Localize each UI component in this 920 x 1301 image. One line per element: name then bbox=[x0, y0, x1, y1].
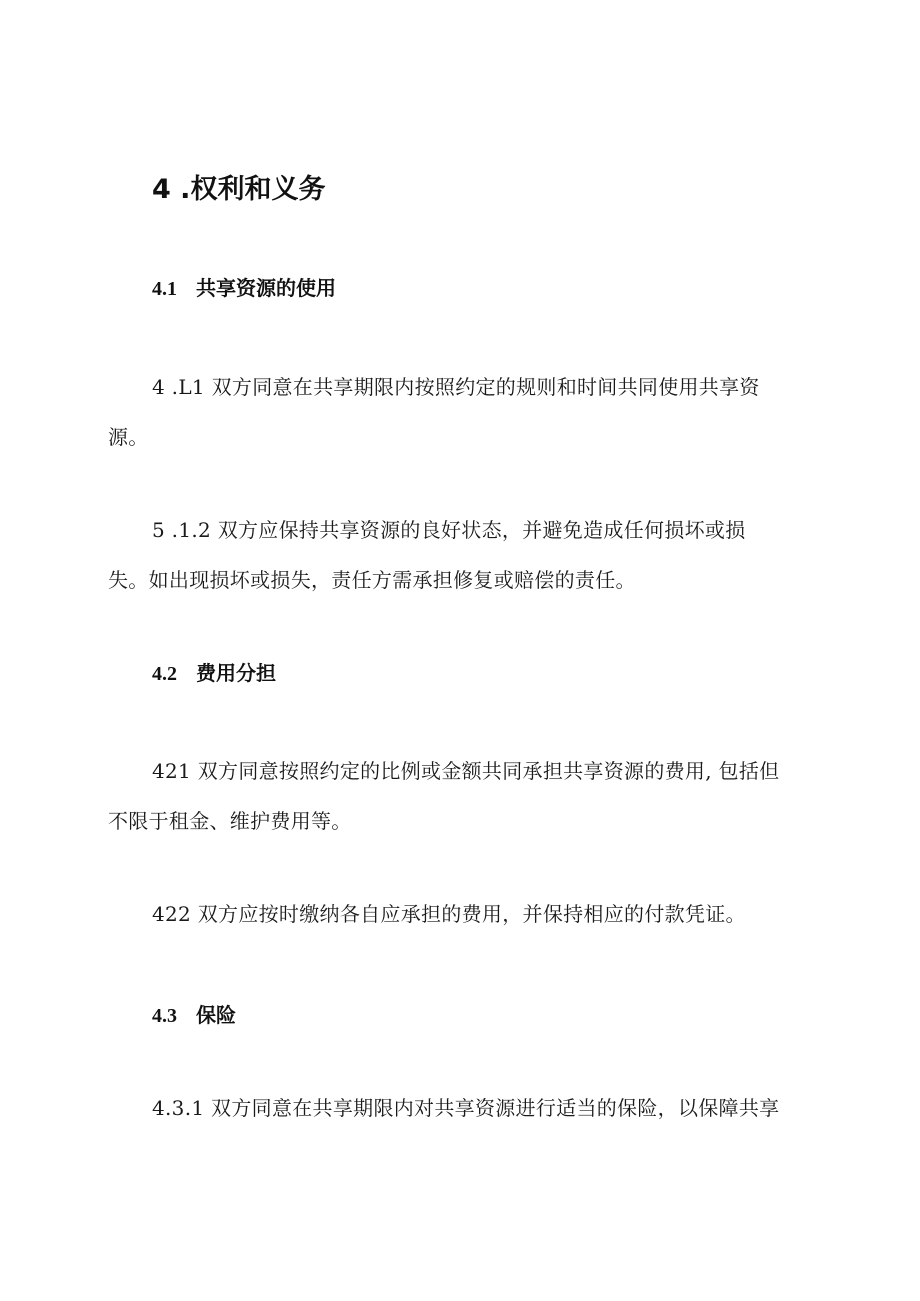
paragraph-line: 失。如出现损坏或损失，责任方需承担修复或赔偿的责任。 bbox=[108, 568, 636, 592]
section-heading-4-1 bbox=[152, 273, 336, 304]
section-heading-4-2 bbox=[152, 658, 276, 689]
paragraph-4-1-1 bbox=[108, 362, 820, 462]
paragraph-line: 5 .1.2 双方应保持共享资源的良好状态，并避免造成任何损坏或损 bbox=[152, 518, 746, 542]
paragraph-line: 421 双方同意按照约定的比例或金额共同承担共享资源的费用, 包括但 bbox=[152, 759, 780, 783]
section-title: 保险 bbox=[196, 1003, 236, 1027]
section-title: 费用分担 bbox=[196, 661, 276, 685]
paragraph-line: 源。 bbox=[108, 425, 149, 449]
paragraph-line: 422 双方应按时缴纳各自应承担的费用，并保持相应的付款凭证。 bbox=[152, 902, 746, 926]
section-heading-4-3 bbox=[152, 1000, 236, 1031]
paragraph-4-2-1 bbox=[108, 746, 820, 846]
section-number: 4.2 bbox=[152, 663, 177, 685]
section-title: 共享资源的使用 bbox=[196, 276, 336, 300]
paragraph-line: 不限于租金、维护费用等。 bbox=[108, 809, 352, 833]
paragraph-4-2-2 bbox=[108, 889, 820, 939]
page-title: 4 .权利和义务 bbox=[152, 174, 326, 205]
paragraph-line: 4 .L1 双方同意在共享期限内按照约定的规则和时间共同使用共享资 bbox=[152, 375, 760, 399]
paragraph-line: 4.3.1 双方同意在共享期限内对共享资源进行适当的保险，以保障共享 bbox=[152, 1096, 780, 1120]
paragraph-4-3-1 bbox=[108, 1083, 820, 1133]
section-number: 4.3 bbox=[152, 1005, 177, 1027]
paragraph-4-1-2 bbox=[108, 505, 820, 605]
section-number: 4.1 bbox=[152, 278, 177, 300]
